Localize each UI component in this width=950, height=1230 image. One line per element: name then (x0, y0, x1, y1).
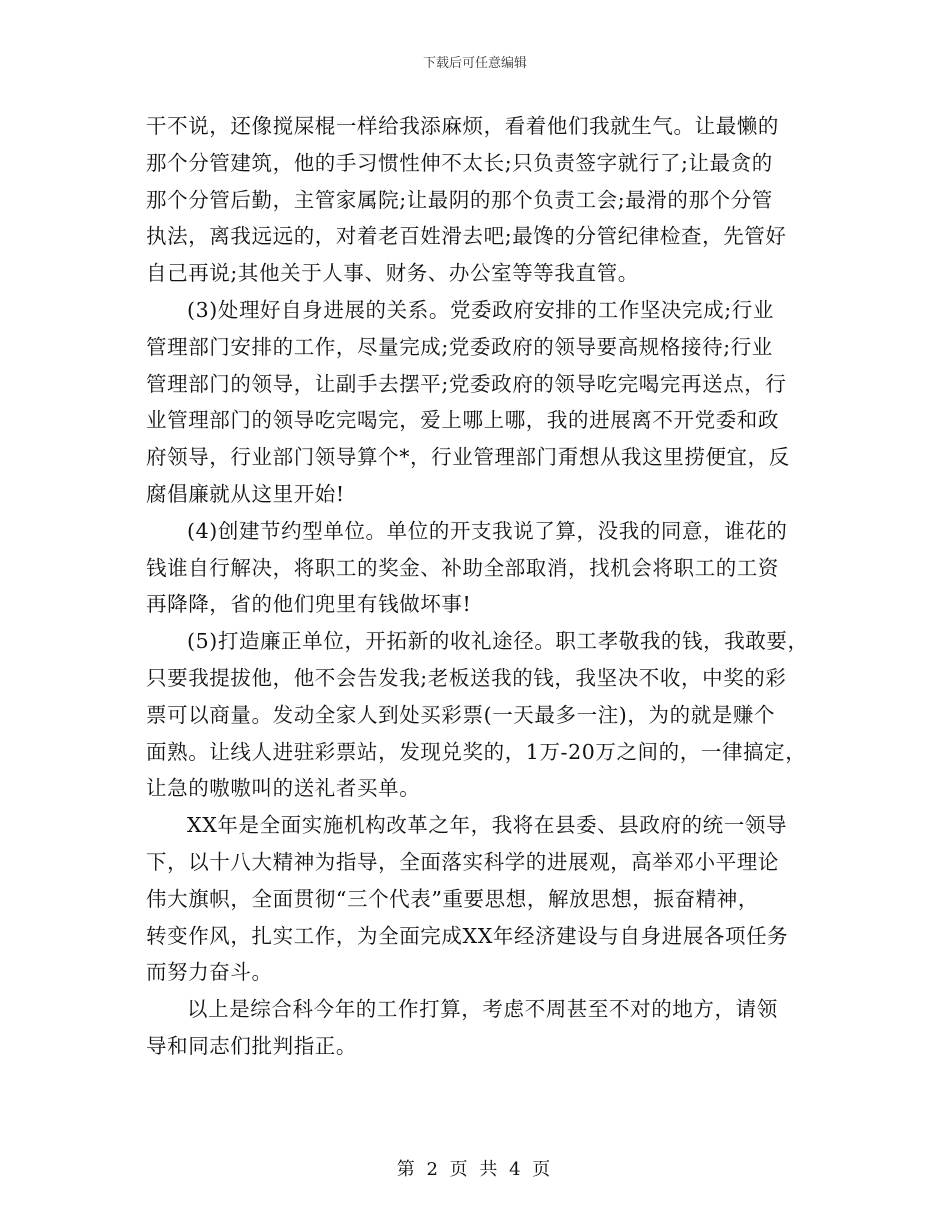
document-body (146, 108, 816, 1065)
text-line: (4)创建节约型单位。单位的开支我说了算，没我的同意，谁花的 (187, 518, 788, 543)
text-line: 导和同志们批判指正。 (146, 1033, 357, 1058)
text-line: 管理部门的领导，让副手去摆平;党委政府的领导吃完喝完再送点，行 (146, 371, 787, 396)
paragraph-3 (146, 513, 816, 623)
text-line: 下，以十八大精神为指导，全面落实科学的进展观，高举邓小平理论 (146, 849, 779, 874)
text-line: 伟大旗帜，全面贯彻“三个代表”重要思想，解放思想，振奋精神， (146, 886, 759, 911)
text-line: 自己再说;其他关于人事、财务、办公室等等我直管。 (146, 261, 639, 286)
text-line: 府领导，行业部门领导算个*，行业管理部门甭想从我这里捞便宜，反 (146, 445, 790, 470)
text-line: 而努力奋斗。 (146, 960, 273, 985)
header-note: 下载后可任意编辑 (422, 56, 527, 71)
text-line: XX年是全面实施机构改革之年，我将在县委、县政府的统一领导 (187, 813, 788, 838)
paragraph-5 (146, 807, 816, 991)
text-line: (3)处理好自身进展的关系。党委政府安排的工作坚决完成;行业 (187, 297, 774, 322)
text-line: 再降降，省的他们兜里有钱做坏事! (146, 592, 472, 617)
text-line: 面熟。让线人进驻彩票站，发现兑奖的，1万-20万之间的，一律搞定， (146, 739, 807, 764)
text-line: 只要我提拔他，他不会告发我;老板送我的钱，我坚决不收，中奖的彩 (146, 665, 787, 690)
page-number: 第 2 页 共 4 页 (396, 1159, 554, 1180)
paragraph-1 (146, 108, 816, 292)
text-line: 那个分管建筑，他的手习惯性伸不太长;只负责签字就行了;让最贪的 (146, 150, 773, 175)
text-line: 管理部门安排的工作，尽量完成;党委政府的领导要高规格接待;行业 (146, 334, 773, 359)
text-line: 干不说，还像搅屎棍一样给我添麻烦，看着他们我就生气。让最懒的 (146, 114, 779, 138)
text-line: 让急的嗷嗷叫的送礼者买单。 (146, 776, 421, 801)
text-line: 腐倡廉就从这里开始! (146, 481, 345, 506)
text-line: 那个分管后勤，主管家属院;让最阴的那个负责工会;最滑的那个分管 (146, 187, 773, 212)
text-line: 业管理部门的领导吃完喝完，爱上哪上哪，我的进展离不开党委和政 (146, 408, 779, 433)
text-line: (5)打造廉正单位，开拓新的收礼途径。职工孝敬我的钱，我敢要， (187, 629, 809, 654)
text-line: 钱谁自行解决，将职工的奖金、补助全部取消，找机会将职工的工资 (146, 555, 779, 580)
paragraph-4 (146, 623, 816, 807)
text-line: 执法，离我远远的，对着老百姓滑去吧;最馋的分管纪律检查，先管好 (146, 224, 787, 249)
paragraph-2 (146, 292, 816, 513)
text-line: 转变作风，扎实工作，为全面完成XX年经济建设与自身进展各项任务 (146, 923, 789, 948)
text-line: 票可以商量。发动全家人到处买彩票(一天最多一注)，为的就是赚个 (146, 702, 776, 727)
paragraph-6 (146, 991, 816, 1065)
text-line: 以上是综合科今年的工作打算，考虑不周甚至不对的地方，请领 (187, 997, 778, 1022)
